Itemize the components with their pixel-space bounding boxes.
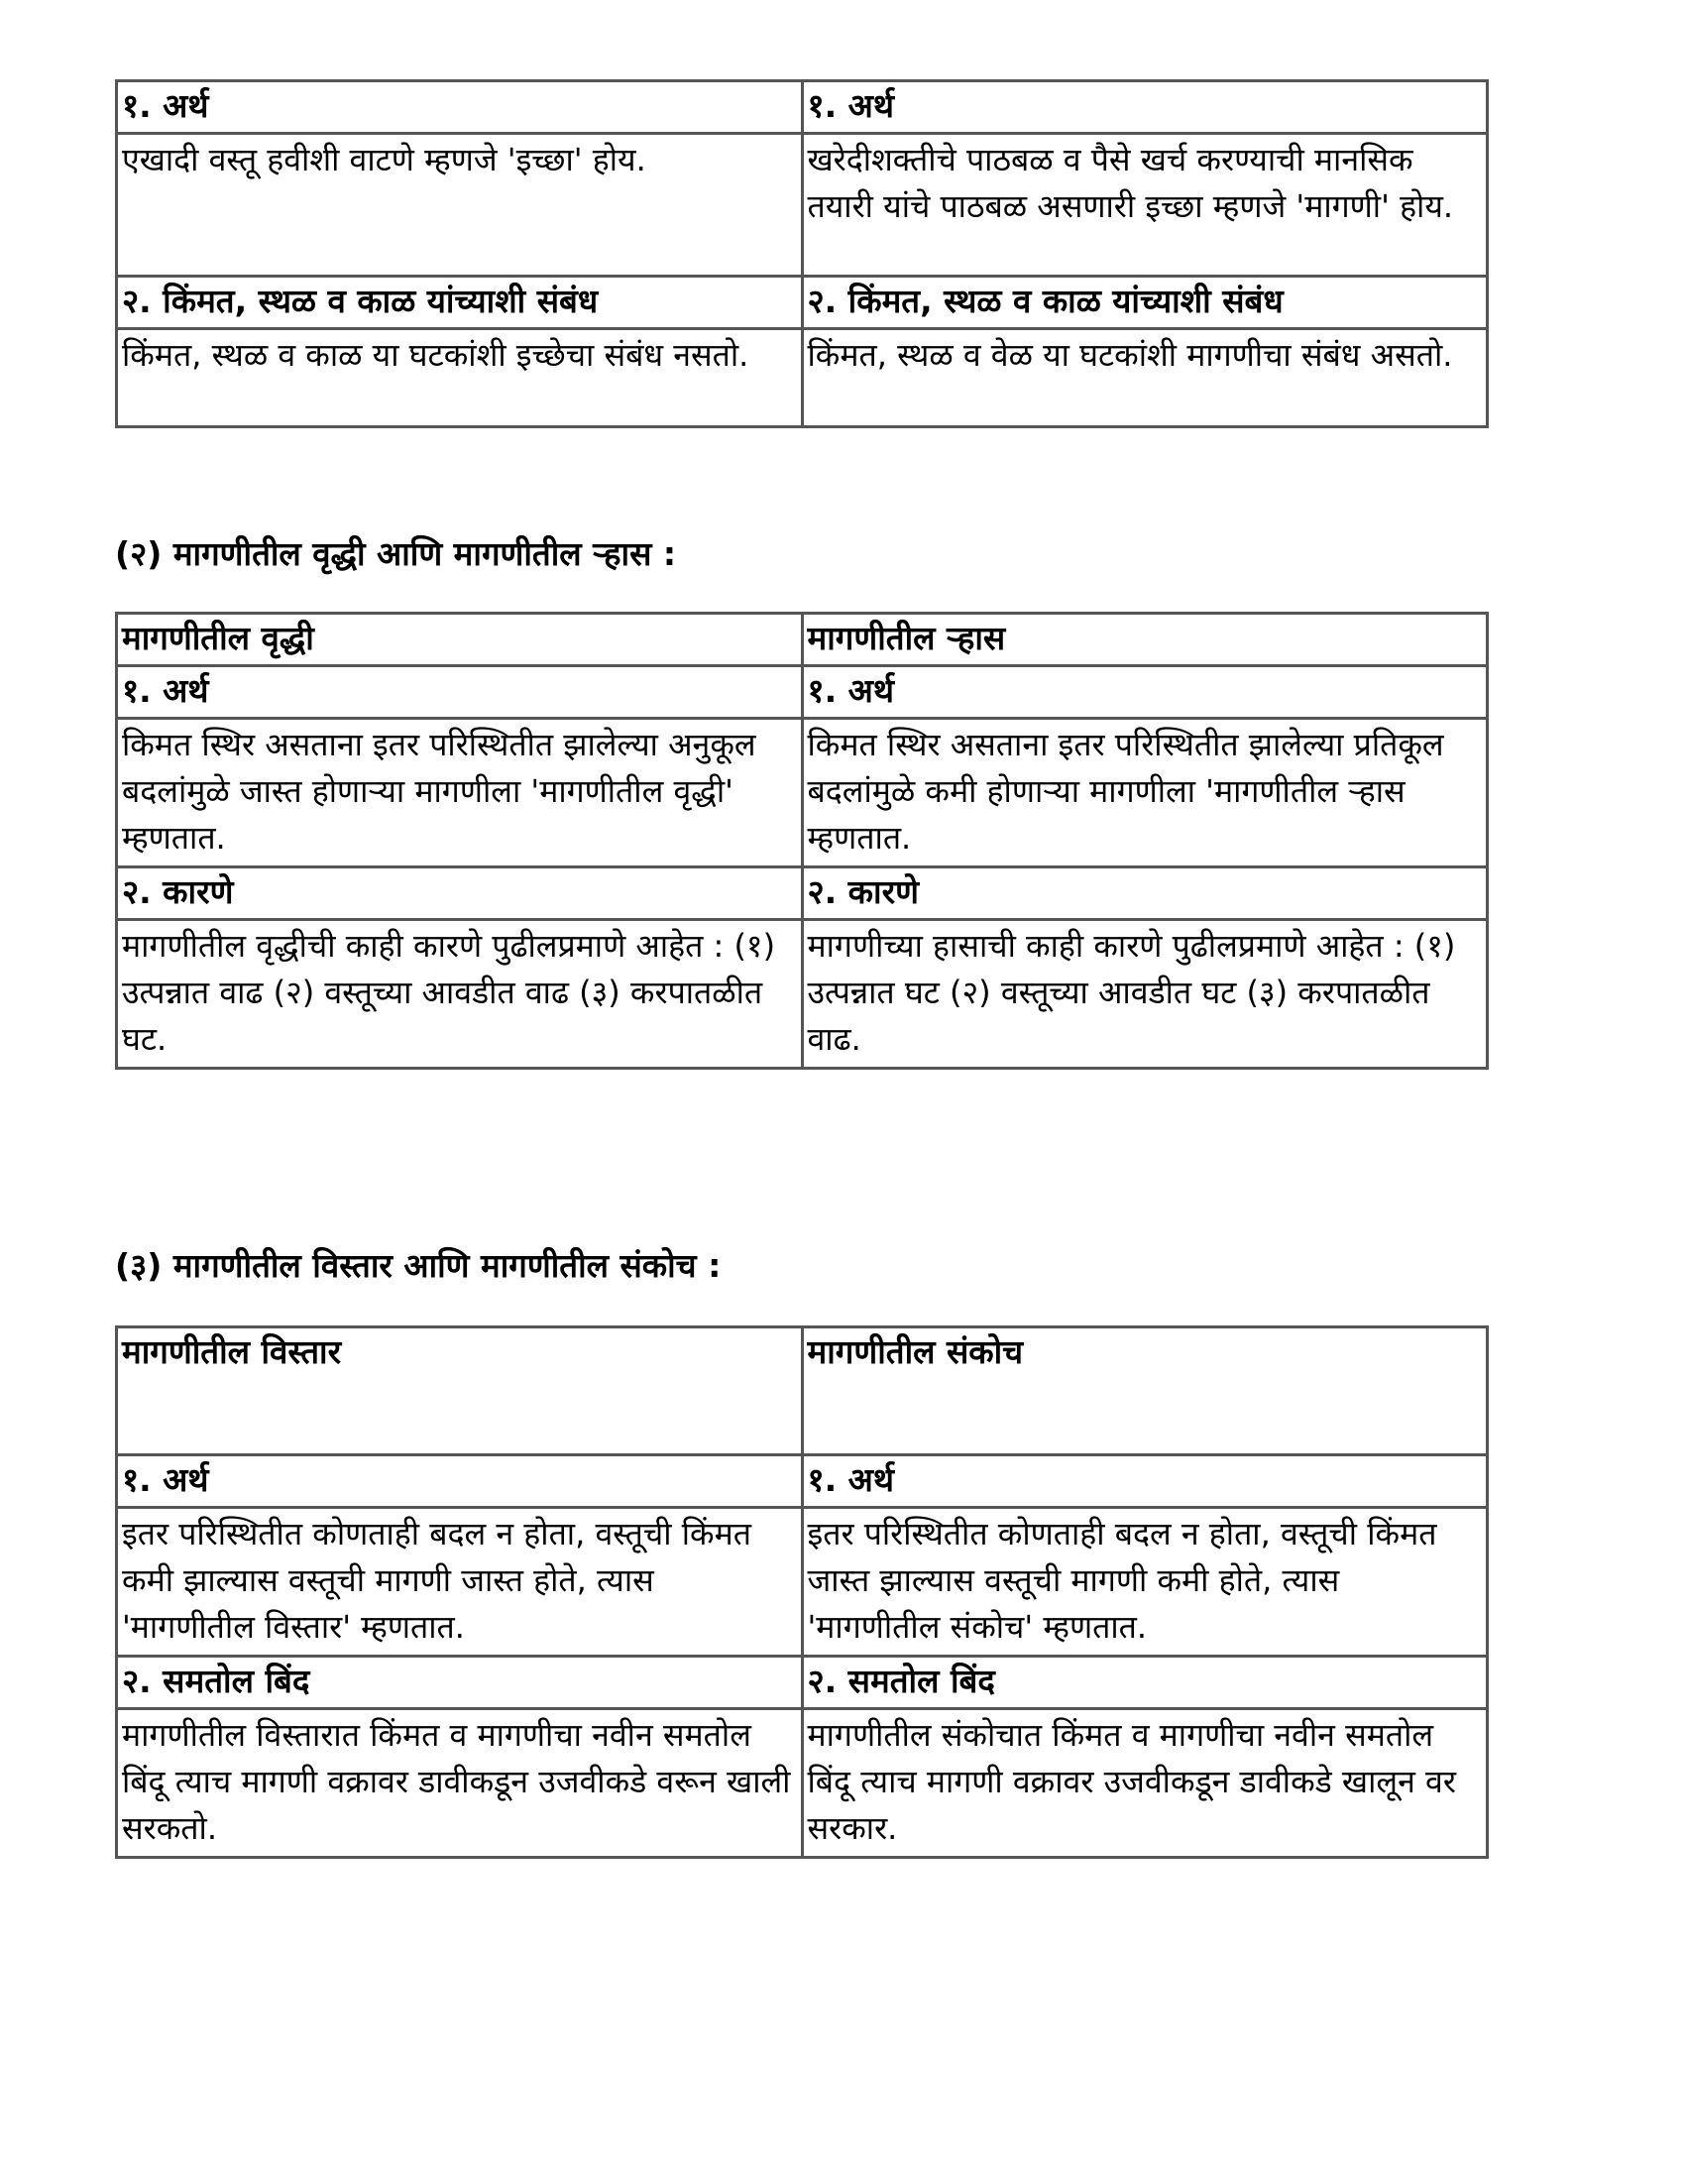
table-row <box>117 614 1488 666</box>
table-cell: किंमत, स्थळ व काळ या घटकांशी इच्छेचा संबंध नसतो. <box>117 329 803 427</box>
table-row <box>117 719 1488 867</box>
table-cell-header: १. अर्थ <box>117 81 803 134</box>
section-heading: (२) मागणीतील वृद्धी आणि मागणीतील ऱ्हास : <box>115 534 677 573</box>
comparison-table-extension-vs-contraction <box>115 1325 1489 1859</box>
table-row <box>117 329 1488 427</box>
section-heading: (३) मागणीतील विस्तार आणि मागणीतील संकोच : <box>115 1246 722 1285</box>
table-row <box>117 1327 1488 1455</box>
table-column-title: मागणीतील संकोच <box>802 1327 1488 1455</box>
table-row <box>117 277 1488 329</box>
comparison-table-increase-vs-decrease <box>115 612 1489 1070</box>
table-cell-header: १. अर्थ <box>117 666 803 719</box>
table-row <box>117 666 1488 719</box>
table-cell: मागणीतील वृद्धीची काही कारणे पुढीलप्रमाणे आहेत : (१) उत्पन्नात वाढ (२) वस्तूच्या आवडीत वाढ (३) करपातळीत घट. <box>117 920 803 1069</box>
table-row <box>117 1709 1488 1858</box>
table-cell-header: २. किंमत, स्थळ व काळ यांच्याशी संबंध <box>117 277 803 329</box>
cut-off-text-line <box>169 2102 882 2112</box>
table-row <box>117 1657 1488 1709</box>
table-row <box>117 81 1488 134</box>
table-row <box>117 134 1488 277</box>
table-cell: एखादी वस्तू हवीशी वाटणे म्हणजे 'इच्छा' होय. <box>117 134 803 277</box>
table-column-title: मागणीतील वृद्धी <box>117 614 803 666</box>
table-cell-header: २. समतोल बिंद <box>117 1657 803 1709</box>
table-row <box>117 1508 1488 1657</box>
table-cell: खरेदीशक्तीचे पाठबळ व पैसे खर्च करण्याची मानसिक तयारी यांचे पाठबळ असणारी इच्छा म्हणजे 'मागणी' होय. <box>802 134 1488 277</box>
table-cell-header: २. कारणे <box>802 867 1488 920</box>
table-row <box>117 867 1488 920</box>
table-cell-header: २. कारणे <box>117 867 803 920</box>
table-row <box>117 920 1488 1069</box>
comparison-table-wish-vs-demand <box>115 79 1489 428</box>
table-cell: इतर परिस्थितीत कोणताही बदल न होता, वस्तूची किंमत कमी झाल्यास वस्तूची मागणी जास्त होते, त्यास 'मागणीतील विस्तार' म्हणतात. <box>117 1508 803 1657</box>
table-cell: मागणीतील विस्तारात किंमत व मागणीचा नवीन समतोल बिंदू त्याच मागणी वक्रावर डावीकडून उजवीकडे वरून खाली सरकतो. <box>117 1709 803 1858</box>
table-cell-header: २. किंमत, स्थळ व काळ यांच्याशी संबंध <box>802 277 1488 329</box>
table-column-title: मागणीतील विस्तार <box>117 1327 803 1455</box>
table-cell: किमत स्थिर असताना इतर परिस्थितीत झालेल्या अनुकूल बदलांमुळे जास्त होणाऱ्या मागणीला 'मागणीतील वृद्धी' म्हणतात. <box>117 719 803 867</box>
table-cell: मागणीच्या हासाची काही कारणे पुढीलप्रमाणे आहेत : (१) उत्पन्नात घट (२) वस्तूच्या आवडीत घट (३) करपातळीत वाढ. <box>802 920 1488 1069</box>
table-column-title: मागणीतील ऱ्हास <box>802 614 1488 666</box>
table-cell: मागणीतील संकोचात किंमत व मागणीचा नवीन समतोल बिंदू त्याच मागणी वक्रावर उजवीकडून डावीकडे खालून वर सरकार. <box>802 1709 1488 1858</box>
table-row <box>117 1455 1488 1508</box>
table-cell-header: २. समतोल बिंद <box>802 1657 1488 1709</box>
table-cell-header: १. अर्थ <box>802 1455 1488 1508</box>
table-cell: किंमत, स्थळ व वेळ या घटकांशी मागणीचा संबंध असतो. <box>802 329 1488 427</box>
table-cell: इतर परिस्थितीत कोणताही बदल न होता, वस्तूची किंमत जास्त झाल्यास वस्तूची मागणी कमी होते, त्यास 'मागणीतील संकोच' म्हणतात. <box>802 1508 1488 1657</box>
table-cell-header: १. अर्थ <box>117 1455 803 1508</box>
table-cell-header: १. अर्थ <box>802 81 1488 134</box>
table-cell-header: १. अर्थ <box>802 666 1488 719</box>
table-cell: किमत स्थिर असताना इतर परिस्थितीत झालेल्या प्रतिकूल बदलांमुळे कमी होणाऱ्या मागणीला 'मागणीतील ऱ्हास म्हणतात. <box>802 719 1488 867</box>
